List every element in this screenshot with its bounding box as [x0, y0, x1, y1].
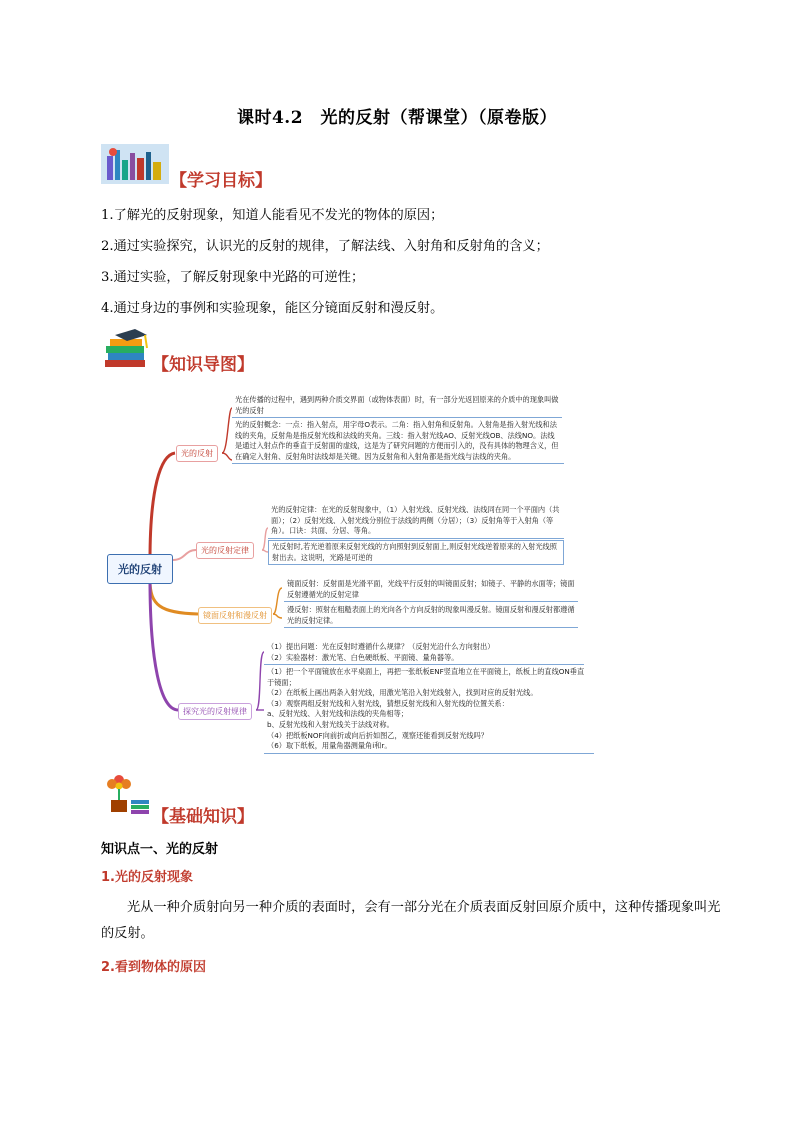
paragraph-reflection-definition: 光从一种介质射向另一种介质的表面时，会有一部分光在介质表面反射回原介质中，这种传播现象叫光的反射。	[101, 900, 721, 941]
branch-reflection-text-1: 光在传播的过程中，遇到两种介质交界面（或物体表面）时，有一部分光返回原来的介质中的现象叫做光的反射	[232, 394, 562, 418]
branch-explore-text-2: （1）把一个平面镜放在水平桌面上，再把一张纸板ENF竖直地立在平面镜上，纸板上的直线ON垂直于镜面； （2）在纸板上画出两条入射光线，用激光笔沿入射光线射入，找到对应的反射光线。 （3）观察两组反射光线和入射光线，猜想反射光线和入射光线的位置关系： a、反射光线、入射光线和法线的夹角相等； b、反射光线和入射光线关于法线对称。 （4）把纸板NOF向前折或向后折如图乙，观察还能看到反射光线吗？ （6）取下纸板，用量角器测量角i和r。	[264, 666, 594, 754]
branch-specular-text-2: 漫反射：照射在粗糙表面上的光向各个方向反射的现象叫漫反射。镜面反射和漫反射都遵循光的反射定律。	[284, 604, 578, 628]
knowledge-point-title: 知识点一、光的反射	[101, 842, 219, 857]
objectives-icon	[101, 144, 169, 184]
mindmap-root: 光的反射	[107, 554, 173, 584]
objective-item-4: 4.通过身边的事例和实验现象，能区分镜面反射和漫反射。	[101, 301, 444, 316]
page-title: 课时4.2 光的反射（帮课堂）（原卷版）	[236, 108, 558, 128]
subsection-2-title: 2.看到物体的原因	[101, 960, 206, 975]
subsection-1-title: 1.光的反射现象	[101, 870, 193, 885]
branch-reflection-text-2: 光的反射概念：一点：指入射点，用字母O表示。二角：指入射角和反射角。入射角是指入射光线和法线的夹角，反射角是指反射光线和法线的夹角。三线：指入射光线AO、反射光线OB、法线NO。法线是通过入射点作的垂直于反射面的虚线，这是为了研究问题的方便而引入的，没有具体的物理含义，但在确定入射角、反射角时法线却是关键。因为反射角和入射角都是指光线与法线的夹角。	[232, 419, 564, 464]
branch-explore-law: 探究光的反射规律	[178, 703, 252, 720]
objective-item-1: 1.了解光的反射现象，知道人能看见不发光的物体的原因；	[101, 208, 444, 223]
branch-reflection-law: 光的反射定律	[196, 542, 254, 559]
books-icon	[101, 326, 153, 370]
branch-specular-text-1: 镜面反射：反射面是光滑平面，光线平行反射的叫镜面反射；如镜子、平静的水面等；镜面反射遵循光的反射定律	[284, 578, 578, 602]
branch-reflection-law-text-1: 光的反射定律：在光的反射现象中，（1）入射光线、反射光线、法线同在同一个平面内（共面）；（2）反射光线、入射光线分别位于法线的两侧（分居）；（3）反射角等于入射角（等角）。口诀：共面、分居、等角。	[268, 504, 564, 539]
objectives-heading: 【学习目标】	[170, 171, 272, 191]
branch-reflection-law-text-2: 光反射时,若光逆着原来反射光线的方向照射到反射面上,则反射光线逆着原来的入射光线照射出去。这说明，光路是可逆的	[268, 540, 564, 565]
objective-item-2: 2.通过实验探究，认识光的反射的规律，了解法线、入射角和反射角的含义；	[101, 239, 549, 254]
branch-specular-diffuse: 镜面反射和漫反射	[198, 607, 272, 624]
flower-icon	[101, 770, 153, 816]
objective-item-3: 3.通过实验，了解反射现象中光路的可逆性；	[101, 270, 365, 285]
mindmap-heading: 【知识导图】	[152, 355, 254, 375]
branch-explore-text-1: （1）提出问题：光在反射时遵循什么规律？（反射光沿什么方向射出） （2）实验器材：激光笔、白色硬纸板、平面镜、量角器等。	[264, 641, 584, 665]
basic-heading: 【基础知识】	[152, 807, 254, 827]
branch-reflection: 光的反射	[176, 445, 218, 462]
